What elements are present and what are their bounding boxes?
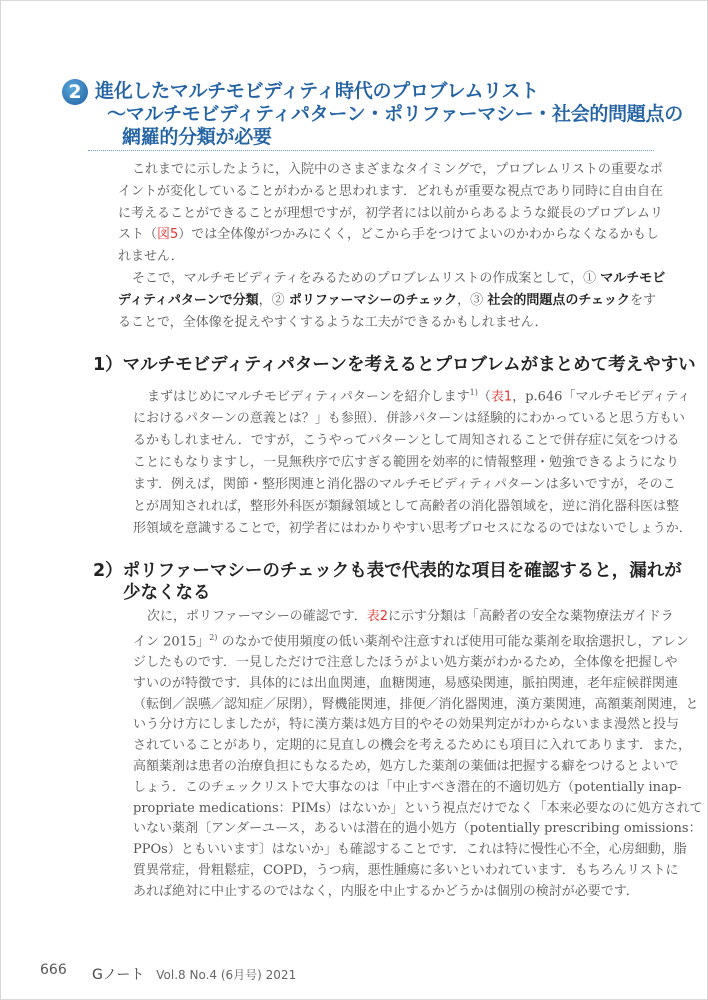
text-segment: におけるパターンの意義とは？」も参照）．併診パターンは経験的にわかっていると思う方もい	[133, 411, 685, 427]
subsection-1-text	[133, 382, 692, 540]
text-segment: 高額薬剤は患者の治療負担にもなるため，処方した薬剤の薬価は把握する癖をつけるとよいで	[133, 758, 679, 774]
intro-text	[118, 159, 666, 333]
text-line	[133, 628, 689, 653]
text-segment: 形領域を意識することで，初学者にはわかりやすい思考プロセスになるのではないでしょうか．	[133, 521, 692, 537]
citation-superscript: 1)	[469, 388, 478, 397]
text-line	[133, 674, 678, 695]
text-line	[118, 290, 656, 312]
text-segment: まずはじめにマルチモビディティパターンを紹介します	[147, 389, 470, 405]
text-segment: ，③	[457, 292, 488, 308]
text-line	[118, 203, 663, 225]
text-line	[133, 474, 676, 496]
text-segment: propriate medications：PIMs）はないか」という視点だけでなく「本来必要なのに処方されて	[133, 800, 703, 816]
text-segment: とが周知されれば，整形外科医が類縁領域として高齢者の消化器領域を，逆に消化器科医は整	[133, 499, 680, 515]
emphasis-text: 社会的問題点のチェック	[487, 292, 630, 308]
section-number-badge: 2	[62, 79, 88, 105]
text-line	[133, 496, 680, 518]
issue-info: Vol.8 No.4 (6月号) 2021	[156, 968, 297, 982]
text-segment: ます．例えば，関節・整形関連と消化器のマルチモビディティパターンは多いですが，そのこ	[133, 477, 676, 493]
text-line	[133, 840, 687, 861]
title-divider	[88, 150, 654, 151]
text-line	[133, 653, 678, 674]
text-segment: あれば絶対に中止するのではなく，内服を中止するかどうかは個別の検討が必要です．	[133, 883, 639, 899]
page-number: 666	[40, 962, 67, 978]
text-segment: されていることがあり，定期的に見直しの機会を考えるためにも項目に入れてあります．また，	[133, 738, 691, 754]
section-title-line-1: 進化したマルチモビディティ時代のプロブレムリスト	[95, 80, 539, 102]
journal-info	[92, 964, 296, 984]
reference-link[interactable]: 図5	[157, 227, 179, 243]
text-segment: れません．	[118, 249, 184, 265]
text-segment: ことにもなりますし，一見無秩序で広すぎる範囲を効率的に情報整理・勉強できるようになり	[133, 455, 680, 471]
text-line	[133, 819, 702, 840]
text-line	[133, 382, 691, 408]
text-segment: イントが変化していることがわかると思われます．どれもが重要な視点であり同時に自由自在	[118, 183, 663, 199]
text-line	[133, 736, 691, 757]
text-segment: のなかで使用頻度の低い薬剤や注意すれば使用可能な薬剤を取捨選択し，アレン	[217, 634, 689, 650]
section-title-line-3: 網羅的分類が必要	[122, 126, 272, 148]
emphasis-text: マルチモビ	[600, 270, 666, 286]
text-segment: ，②	[258, 292, 289, 308]
subsection-2-heading-line-2: 少なくなる	[123, 583, 211, 603]
text-segment: （	[477, 389, 491, 405]
text-segment: ）では全体像がつかみにくく，どこから手をつけてよいのかわからなくなるかもし	[178, 227, 660, 243]
citation-superscript: 2)	[209, 632, 218, 642]
text-line	[133, 430, 680, 452]
text-line	[118, 268, 666, 290]
reference-link[interactable]: 表2	[366, 609, 388, 624]
text-line	[133, 861, 679, 882]
text-line	[133, 882, 652, 903]
text-line	[133, 607, 674, 628]
text-line	[133, 757, 679, 778]
subsection-2-heading-line-1: 2）ポリファーマシーのチェックも表で代表的な項目を確認すると，漏れが	[93, 561, 682, 581]
text-segment: ジしたものです．一見しただけで注意したほうがよい処方薬がわかるため，全体像を把握しや	[133, 654, 678, 670]
text-line	[133, 408, 685, 430]
magazine-name: Gノート	[92, 967, 145, 983]
text-line	[133, 695, 699, 716]
section-title-line-2: ～マルチモビディティパターン・ポリファーマシー・社会的問題点の	[107, 103, 683, 125]
text-segment: すいのが特徴です．具体的には出血関連，血糖関連，易感染関連，脈拍関連，老年症候群関連	[133, 675, 678, 691]
text-segment: スト（	[118, 227, 158, 243]
text-segment: に考えることができることが理想ですが，初学者には以前からあるような縦長のプロブレムリ	[118, 205, 663, 221]
text-line	[118, 246, 652, 268]
text-line	[133, 778, 682, 799]
text-line	[133, 518, 692, 540]
text-segment: をす	[629, 292, 656, 308]
text-line	[133, 799, 703, 820]
text-line	[118, 312, 652, 334]
text-segment: これまでに示したように，入院中のさまざまなタイミングで，プロブレムリストの重要なポ	[132, 162, 663, 177]
text-segment: （転倒／誤嚥／認知症／尿閉），腎機能関連，排便／消化器関連，漢方薬関連，高額薬剤関連，と	[133, 696, 699, 712]
text-line	[133, 715, 680, 736]
text-line	[133, 452, 680, 474]
subsection-2-text	[133, 607, 703, 902]
text-segment: しょう．このチェックリストで大事なのは「中止すべき潜在的不適切処方（potentially inap-	[133, 779, 682, 795]
text-line	[118, 224, 660, 246]
text-segment: いない薬剤〔アンダーユース，あるいは潜在的過小処方（potentially prescribing omissions：	[133, 821, 702, 837]
reference-link[interactable]: 表1	[490, 389, 513, 405]
text-segment: PPOs）ともいいます〕はないか」も確認することです．これは特に慢性心不全，心房細動，脂	[133, 842, 687, 858]
subsection-1-heading: 1）マルチモビディティパターンを考えるとプロブレムがまとめて考えやすい	[93, 355, 696, 375]
text-segment: そこで，マルチモビディティをみるためのプロブレムリストの作成案として，①	[132, 270, 601, 286]
text-segment: るかもしれません．ですが，こうやってパターンとして周知されることで併存症に気をつける	[133, 433, 680, 449]
text-segment: ，p.646「マルチモビディティ	[512, 389, 691, 405]
text-line	[118, 159, 663, 181]
emphasis-text: ディティパターンで分類	[118, 292, 259, 308]
text-segment: に示す分類は「高齢者の安全な薬物療法ガイドラ	[387, 609, 674, 624]
text-segment: イン 2015」	[133, 634, 210, 650]
text-segment: ることで，全体像を捉えやすくするような工夫ができるかもしれません．	[118, 314, 548, 330]
text-segment: 質異常症，骨粗鬆症，COPD，うつ病，悪性腫瘍に多いといわれています．もちろんリストに	[133, 862, 679, 878]
text-line	[118, 181, 663, 203]
emphasis-text: ポリファーマシーのチェック	[288, 292, 458, 308]
text-segment: いう分け方にしましたが，特に漢方薬は処方目的やその効果判定がわからないまま漫然と投与	[133, 717, 680, 733]
text-segment: 次に，ポリファーマシーの確認です．	[147, 609, 367, 624]
